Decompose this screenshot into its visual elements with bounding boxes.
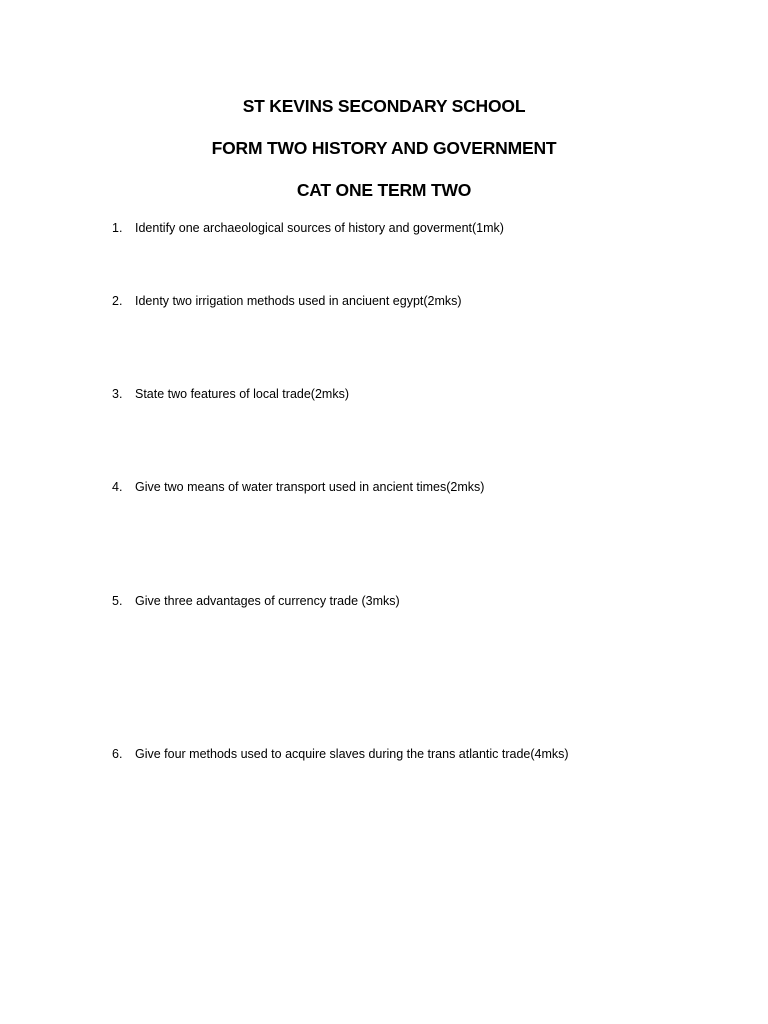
subject-title: FORM TWO HISTORY AND GOVERNMENT [211,138,557,158]
question-text: Give two means of water transport used in ancient times(2mks) [135,480,485,494]
question-number: 3. [112,387,123,401]
question-text: Give three advantages of currency trade (3mks) [135,594,400,608]
exam-title: CAT ONE TERM TWO [296,180,472,200]
question-text: Identify one archaeological sources of history and goverment(1mk) [135,221,504,235]
question-text: Give four methods used to acquire slaves during the trans atlantic trade(4mks) [135,747,569,761]
question-number: 4. [112,480,123,494]
question-number: 1. [112,221,123,235]
school-title: ST KEVINS SECONDARY SCHOOL [242,96,526,116]
question-text: State two features of local trade(2mks) [135,387,349,401]
question-number: 2. [112,294,123,308]
question-text: Identy two irrigation methods used in anciuent egypt(2mks) [135,294,462,308]
question-number: 5. [112,594,123,608]
question-number: 6. [112,747,123,761]
